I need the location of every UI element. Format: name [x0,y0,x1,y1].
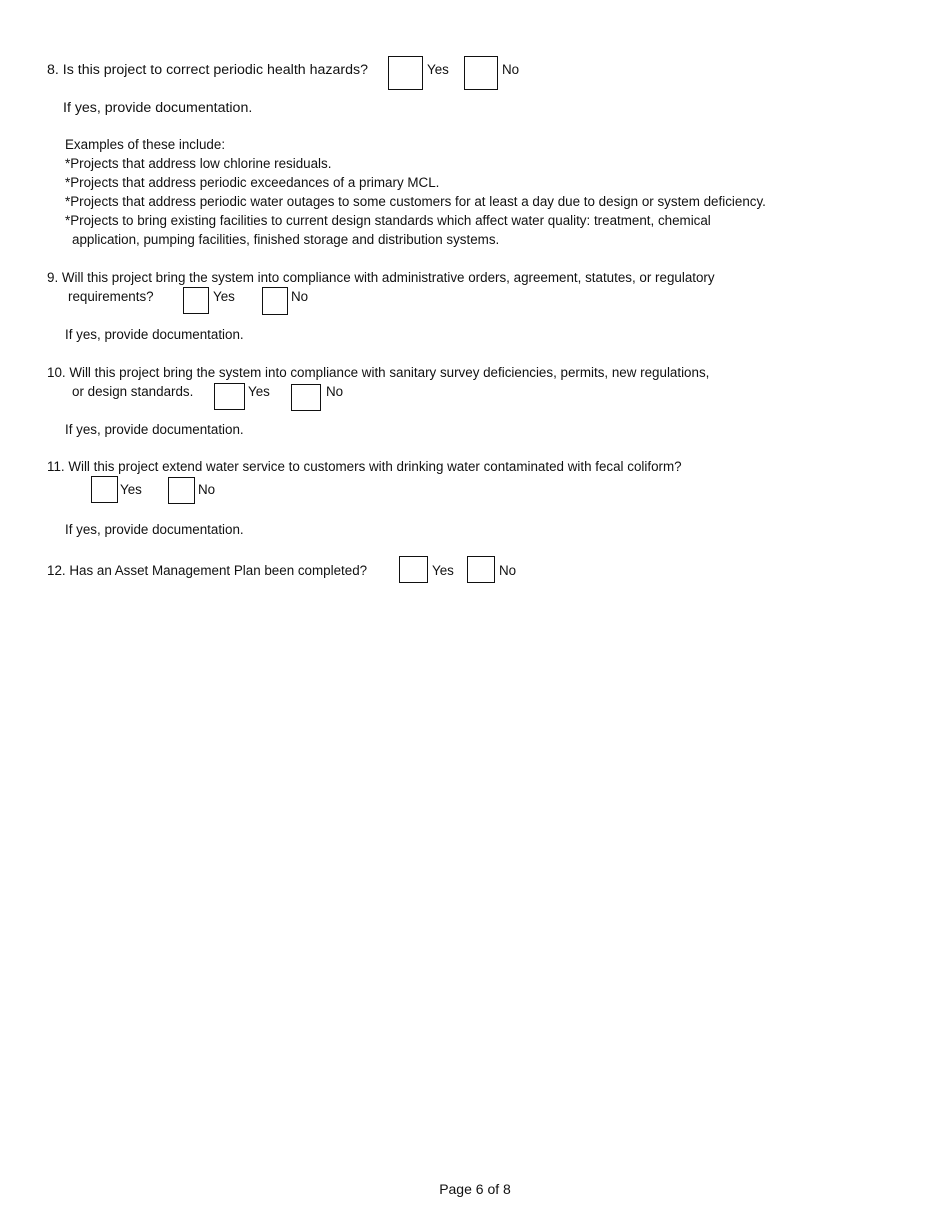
q8-yes-checkbox[interactable] [388,56,423,90]
q10-documentation-note: If yes, provide documentation. [65,422,244,437]
q10-question-line2: or design standards. [72,384,194,399]
q10-yes-label: Yes [248,384,270,399]
q8-example-item: *Projects that address periodic exceedances of a primary MCL. [65,175,440,190]
q9-no-label: No [291,289,309,304]
q9-yes-checkbox[interactable] [183,287,209,314]
q11-no-checkbox[interactable] [168,477,195,504]
q9-documentation-note: If yes, provide documentation. [65,327,244,342]
page-number: Page 6 of 8 [439,1181,511,1197]
q11-documentation-note: If yes, provide documentation. [65,522,244,537]
q10-question-line1: 10. Will this project bring the system into compliance with sanitary survey deficiencies, permits, new regulations, [47,365,710,380]
q8-example-item-continued: application, pumping facilities, finished storage and distribution systems. [72,232,500,247]
q12-yes-checkbox[interactable] [399,556,428,583]
q8-no-label: No [502,62,520,77]
q11-question: 11. Will this project extend water service to customers with drinking water contaminated with fecal coliform? [47,459,682,474]
q12-no-label: No [499,563,517,578]
q12-yes-label: Yes [432,563,454,578]
q8-documentation-note: If yes, provide documentation. [63,100,253,116]
q11-no-label: No [198,482,216,497]
q8-examples-header: Examples of these include: [65,137,226,152]
q9-question-line1: 9. Will this project bring the system into compliance with administrative orders, agreement, statutes, or regulatory [47,270,715,285]
q8-example-item: *Projects that address periodic water outages to some customers for at least a day due to design or system deficiency. [65,194,766,209]
q9-yes-label: Yes [213,289,235,304]
q12-no-checkbox[interactable] [467,556,495,583]
q11-yes-label: Yes [120,482,142,497]
q8-yes-label: Yes [427,62,449,77]
q10-yes-checkbox[interactable] [214,383,245,410]
q10-no-label: No [326,384,344,399]
q10-no-checkbox[interactable] [291,384,321,411]
q11-yes-checkbox[interactable] [91,476,118,503]
q8-question: 8. Is this project to correct periodic health hazards? [47,62,368,78]
q8-example-item: *Projects to bring existing facilities to current design standards which affect water quality: treatment, chemical [65,213,711,228]
q12-question: 12. Has an Asset Management Plan been completed? [47,563,368,578]
q8-no-checkbox[interactable] [464,56,498,90]
q9-no-checkbox[interactable] [262,287,288,315]
q8-example-item: *Projects that address low chlorine residuals. [65,156,332,171]
q9-question-line2: requirements? [68,289,154,304]
